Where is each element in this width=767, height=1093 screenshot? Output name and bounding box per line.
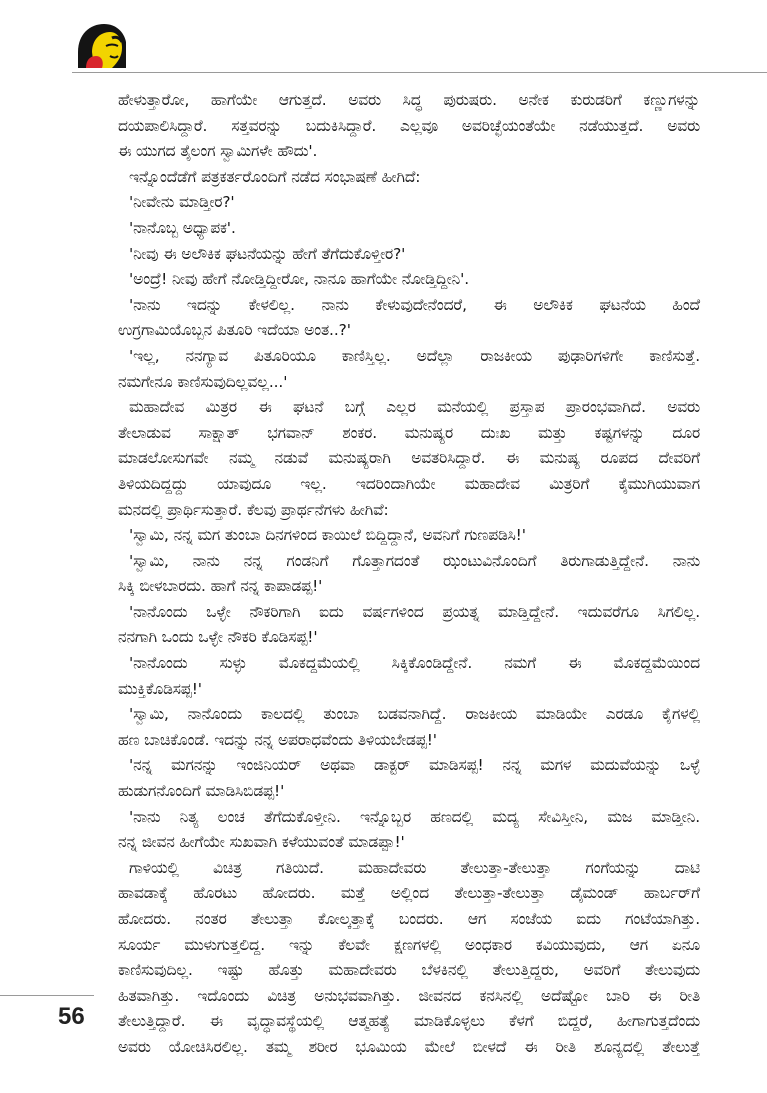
text-line: ಗಾಳಿಯಲ್ಲಿ ವಿಚಿತ್ರ ಗತಿಯಿದೆ. ಮಹಾದೇವರು ತೇಲುತ್ತಾ-ತೇಲುತ್ತಾ ಗಂಗೆಯನ್ನು ದಾಟಿ xyxy=(129,858,700,877)
text-line: ನನ್ನ ಜೀವನ ಹೀಗೆಯೇ ಸುಖವಾಗಿ ಕಳೆಯುವಂತೆ ಮಾಡಪ್ಪಾ!' xyxy=(118,833,405,852)
page-number: 56 xyxy=(58,1003,85,1030)
text-line: ದಯಪಾಲಿಸಿದ್ದಾರೆ. ಸತ್ತವರನ್ನು ಬದುಕಿಸಿದ್ದಾರೆ. ಎಲ್ಲವೂ ಅವರಿಚ್ಛೆಯಂತೆಯೇ ನಡೆಯುತ್ತದೆ. ಅವರು xyxy=(118,116,700,135)
text-line: ತಿಳಿಯದಿದ್ದದ್ದು ಯಾವುದೂ ಇಲ್ಲ. ಇದರಿಂದಾಗಿಯೇ ಮಹಾದೇವ ಮಿತ್ರರಿಗೆ ಕೈಮುಗಿಯುವಾಗ xyxy=(118,474,700,493)
footer-rule xyxy=(0,995,94,996)
text-line: ಈ ಯುಗದ ತೈಲಂಗ ಸ್ವಾಮಿಗಳೇ ಹೌದು'. xyxy=(118,142,318,161)
text-line: 'ಇಲ್ಲ, ನನಗ್ಯಾವ ಪಿತೂರಿಯೂ ಕಾಣಿಸ್ತಿಲ್ಲ. ಅದೆಲ್ಲಾ ರಾಜಕೀಯ ಪುಢಾರಿಗಳಿಗೇ ಕಾಣಿಸುತ್ತೆ. xyxy=(129,346,700,365)
text-line: 'ಸ್ವಾಮಿ, ನಾನು ನನ್ನ ಗಂಡನಿಗೆ ಗೊತ್ತಾಗದಂತೆ ಝಂಟುವಿನೊಂದಿಗೆ ತಿರುಗಾಡುತ್ತಿದ್ದೇನೆ. ನಾನು xyxy=(129,551,700,570)
text-line: ಮನದಲ್ಲಿ ಪ್ರಾರ್ಥಿಸುತ್ತಾರೆ. ಕೆಲವು ಪ್ರಾರ್ಥನೆಗಳು ಹೀಗಿವೆ: xyxy=(118,500,389,519)
text-line: ಹುಡುಗನೊಂದಿಗೆ ಮಾಡಿಸಿಬಿಡಪ್ಪ!' xyxy=(118,782,285,801)
text-line: ಅವರು ಯೋಚಿಸಿರಲಿಲ್ಲ. ತಮ್ಮ ಶರೀರ ಭೂಮಿಯ ಮೇಲೆ ಬೀಳದೆ ಈ ರೀತಿ ಶೂನ್ಯದಲ್ಲಿ ತೇಲುತ್ತೆ xyxy=(118,1037,700,1056)
text-line: ಕಾಣಿಸುವುದಿಲ್ಲ. ಇಷ್ಟು ಹೊತ್ತು ಮಹಾದೇವರು ಬೆಳಕಿನಲ್ಲಿ ತೇಲುತ್ತಿದ್ದರು, ಅವರಿಗೆ ತೇಲುವುದು xyxy=(118,961,700,980)
text-line: ಮುಕ್ತಿಕೊಡಿಸಪ್ಪ!' xyxy=(118,679,202,698)
text-line: 'ನಾನು ನಿತ್ಯ ಲಂಚ ತೆಗೆದುಕೊಳ್ತೀನಿ. ಇನ್ನೊಬ್ಬರ ಹಣದಲ್ಲಿ ಮದ್ಯ ಸೇವಿಸ್ತೀನಿ, ಮಜ ಮಾಡ್ತೀನಿ. xyxy=(129,807,700,826)
text-line: 'ನಾನು ಇದನ್ನು ಕೇಳಲಿಲ್ಲ. ನಾನು ಕೇಳುವುದೇನೆಂದರೆ, ಈ ಅಲೌಕಿಕ ಘಟನೆಯ ಹಿಂದೆ xyxy=(129,295,700,314)
text-line: ಹಣ ಬಾಚಿಕೊಂಡೆ. ಇದನ್ನು ನನ್ನ ಅಪರಾಧವೆಂದು ತಿಳಿಯಬೇಡಪ್ಪ!' xyxy=(118,730,437,749)
text-line: ಹಿತವಾಗಿತ್ತು. ಇದೊಂದು ವಿಚಿತ್ರ ಅನುಭವವಾಗಿತ್ತು. ಜೀವನದ ಕನಸಿನಲ್ಲಿ ಅದೆಷ್ಟೋ ಬಾರಿ ಈ ರೀತಿ xyxy=(118,986,700,1005)
text-line: ಹೇಳುತ್ತಾರೋ, ಹಾಗೆಯೇ ಆಗುತ್ತದೆ. ಅವರು ಸಿದ್ಧ ಪುರುಷರು. ಅನೇಕ ಕುರುಡರಿಗೆ ಕಣ್ಣುಗಳನ್ನು xyxy=(118,91,700,109)
text-line: 'ನಾನೊಂದು ಒಳ್ಳೇ ನೌಕರಿಗಾಗಿ ಐದು ವರ್ಷಗಳಿಂದ ಪ್ರಯತ್ನ ಮಾಡ್ತಿದ್ದೇನೆ. ಇದುವರೆಗೂ ಸಿಗಲಿಲ್ಲ. xyxy=(129,602,700,621)
text-line: ಸಿಕ್ಕಿ ಬೀಳಬಾರದು. ಹಾಗೆ ನನ್ನ ಕಾಪಾಡಪ್ಪ!' xyxy=(118,577,323,596)
text-line: ನಮಗೇನೂ ಕಾಣಿಸುವುದಿಲ್ಲವಲ್ಲ...' xyxy=(118,372,288,391)
text-line: ಇನ್ನೊಂದೆಡೆಗೆ ಪತ್ರಕರ್ತರೊಂದಿಗೆ ನಡೆದ ಸಂಭಾಷಣೆ ಹೀಗಿದೆ: xyxy=(129,167,421,186)
text-line: 'ಅಂದ್ರೆ! ನೀವು ಹೇಗೆ ನೋಡ್ತಿದ್ದೀರೋ, ನಾನೂ ಹಾಗೆಯೇ ನೋಡ್ತಿದ್ದೀನಿ'. xyxy=(129,270,470,289)
text-line: 'ನಾನೊಂದು ಸುಳ್ಳು ಮೊಕದ್ದಮೆಯಲ್ಲಿ ಸಿಕ್ಕಿಕೊಂಡಿದ್ದೇನೆ. ನಮಗೆ ಈ ಮೊಕದ್ದಮೆಯಿಂದ xyxy=(129,654,700,673)
text-line: 'ನೀವು ಈ ಅಲೌಕಿಕ ಘಟನೆಯನ್ನು ಹೇಗೆ ತೆಗೆದುಕೊಳ್ತೀರ?' xyxy=(129,244,406,263)
text-line: ಮಾಡಲೋಸುಗವೇ ನಮ್ಮ ನಡುವೆ ಮನುಷ್ಯರಾಗಿ ಅವತರಿಸಿದ್ದಾರೆ. ಈ ಮನುಷ್ಯ ರೂಪದ ದೇವರಿಗೆ xyxy=(118,449,700,468)
text-line: ಹೋದರು. ನಂತರ ತೇಲುತ್ತಾ ಕೋಲ್ಕತ್ತಾಕ್ಕೆ ಬಂದರು. ಆಗ ಸಂಜೆಯ ಐದು ಗಂಟೆಯಾಗಿತ್ತು. xyxy=(118,910,700,928)
text-line: ನನಗಾಗಿ ಒಂದು ಒಳ್ಳೇ ನೌಕರಿ ಕೊಡಿಸಪ್ಪ!' xyxy=(118,628,318,647)
text-line: ಹಾವಡಾಕ್ಕೆ ಹೊರಟು ಹೋದರು. ಮತ್ತೆ ಅಲ್ಲಿಂದ ತೇಲುತ್ತಾ-ತೇಲುತ್ತಾ ಡೈಮಂಡ್ ಹಾರ್ಬರ್‌ಗೆ xyxy=(118,884,700,903)
text-line: ಮಹಾದೇವ ಮಿತ್ರರ ಈ ಘಟನೆ ಬಗ್ಗೆ ಎಲ್ಲರ ಮನೆಯಲ್ಲಿ ಪ್ರಸ್ತಾಪ ಪ್ರಾರಂಭವಾಗಿದೆ. ಅವರು xyxy=(129,398,700,417)
text-line: 'ಸ್ವಾಮಿ, ನನ್ನ ಮಗ ತುಂಬಾ ದಿನಗಳಿಂದ ಕಾಯಿಲೆ ಬಿದ್ದಿದ್ದಾನೆ, ಅವನಿಗೆ ಗುಣಪಡಿಸಿ!' xyxy=(129,526,526,545)
text-line: ಸೂರ್ಯ ಮುಳುಗುತ್ತಲಿದ್ದ. ಇನ್ನು ಕೆಲವೇ ಕ್ಷಣಗಳಲ್ಲಿ ಅಂಧಕಾರ ಕವಿಯುವುದು, ಆಗ ಏನೂ xyxy=(118,935,700,954)
stylized-face-logo-icon xyxy=(72,22,134,68)
text-line: 'ಸ್ವಾಮಿ, ನಾನೊಂದು ಕಾಲದಲ್ಲಿ ತುಂಬಾ ಬಡವನಾಗಿದ್ದೆ. ರಾಜಕೀಯ ಮಾಡಿಯೇ ಎರಡೂ ಕೈಗಳಲ್ಲಿ xyxy=(129,705,700,724)
text-line: 'ನಾನೊಬ್ಬ ಅಧ್ಯಾಪಕ'. xyxy=(129,218,236,237)
text-line: 'ನೀವೇನು ಮಾಡ್ತೀರ?' xyxy=(129,193,235,212)
text-line: ತೇಲುತ್ತಿದ್ದಾರೆ. ಈ ವೃದ್ಧಾವಸ್ಥೆಯಲ್ಲಿ ಆತ್ಮಹತ್ಯೆ ಮಾಡಿಕೊಳ್ಳಲು ಕೆಳಗೆ ಬಿದ್ದರೆ, ಹೀಗಾಗುತ್ತದೆಂದು xyxy=(118,1012,700,1031)
header-rule xyxy=(72,0,767,73)
text-line: 'ನನ್ನ ಮಗನನ್ನು ಇಂಜಿನಿಯರ್ ಅಥವಾ ಡಾಕ್ಟರ್ ಮಾಡಿಸಪ್ಪ! ನನ್ನ ಮಗಳ ಮದುವೆಯನ್ನು ಒಳ್ಳೆ xyxy=(129,756,700,775)
article-body xyxy=(118,88,700,1061)
text-line: ತೇಲಾಡುವ ಸಾಕ್ಷಾತ್ ಭಗವಾನ್ ಶಂಕರ. ಮನುಷ್ಯರ ದುಃಖ ಮತ್ತು ಕಷ್ಟಗಳನ್ನು ದೂರ xyxy=(118,423,700,442)
text-line: ಉಗ್ರಗಾಮಿಯೊಬ್ಬನ ಪಿತೂರಿ ಇದೆಯಾ ಅಂತ..?' xyxy=(118,321,351,340)
